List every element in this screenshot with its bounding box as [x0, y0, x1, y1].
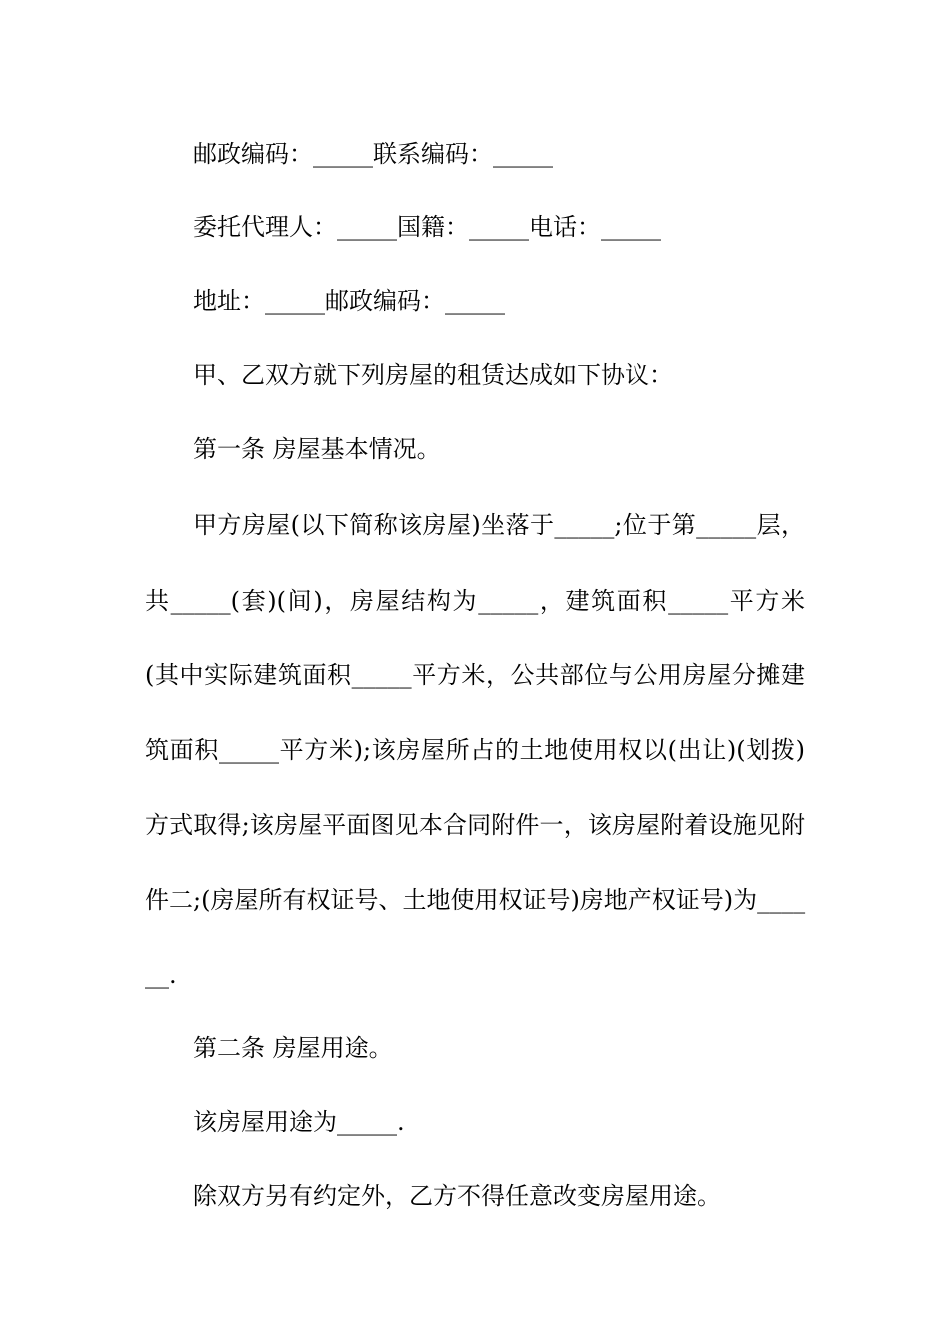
agent-nationality-phone-line: 委托代理人：_____国籍：_____电话：_____ [193, 213, 661, 241]
agreement-intro-line: 甲、乙双方就下列房屋的租赁达成如下协议： [193, 361, 673, 389]
article-one-paragraph-line-7: __. [145, 961, 177, 989]
article-one-paragraph-line-4: 筑面积_____平方米);该房屋所占的土地使用权以(出让)(划拨) [145, 736, 805, 764]
article-one-paragraph-line-6: 件二;(房屋所有权证号、土地使用权证号)房地产权证号)为____ [145, 886, 806, 914]
article-one-paragraph-line-3: (其中实际建筑面积_____平方米，公共部位与公用房屋分摊建 [145, 661, 805, 689]
article-one-paragraph-line-1: 甲方房屋(以下简称该房屋)坐落于_____;位于第_____层， [193, 511, 805, 539]
document-page [145, 0, 805, 1344]
article-one-heading: 第一条 房屋基本情况。 [193, 435, 441, 463]
article-one-paragraph-line-2: 共_____(套)(间)，房屋结构为_____，建筑面积_____平方米 [145, 587, 805, 615]
article-one-paragraph-line-5: 方式取得;该房屋平面图见本合同附件一，该房屋附着设施见附 [145, 811, 805, 839]
article-two-heading: 第二条 房屋用途。 [193, 1034, 393, 1062]
house-purpose-line: 该房屋用途为_____. [193, 1108, 405, 1136]
purpose-restriction-line: 除双方另有约定外，乙方不得任意改变房屋用途。 [193, 1182, 721, 1210]
postal-code-contact-line: 邮政编码：_____联系编码：_____ [193, 140, 553, 168]
address-postal-line: 地址：_____邮政编码：_____ [193, 287, 505, 315]
